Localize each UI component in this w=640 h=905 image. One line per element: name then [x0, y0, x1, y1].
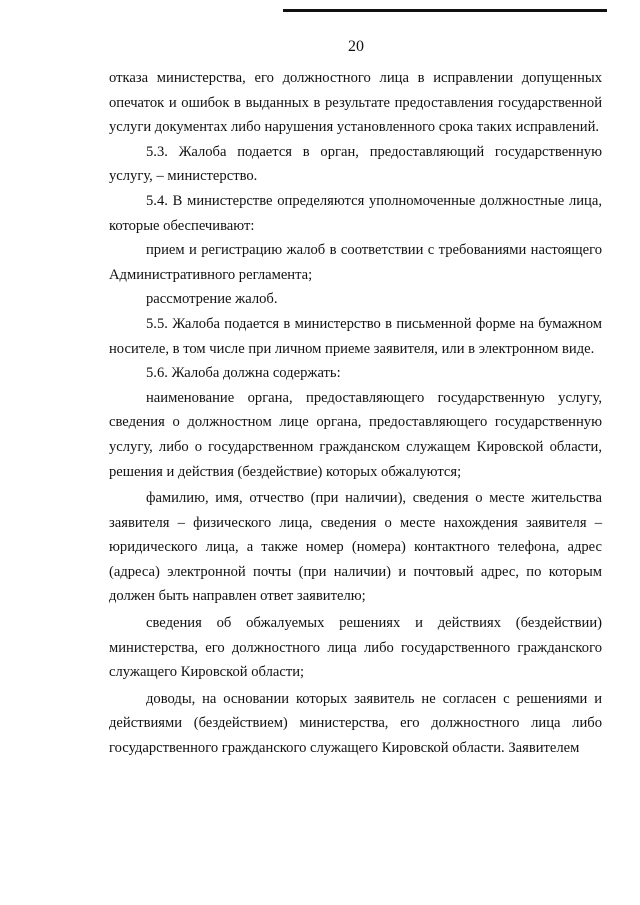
paragraph-list-item: прием и регистрацию жалоб в соответствии с требованиями настоящего Административного регламента;: [109, 242, 602, 283]
paragraph-list-item: фамилию, имя, отчество (при наличии), сведения о месте жительства заявителя – физического лица, сведения о месте нахождения заявителя – юридического лица, а также номер (номера) контактного телефона, адрес (адреса) электронной почты (при наличии) и почтовый адрес, по которым должен быть направлен ответ заявителю;: [109, 490, 602, 605]
paragraph-list-item: наименование органа, предоставляющего государственную услугу, сведения о должностном лице органа, предоставляющего государственную услугу, либо о государственном гражданском служащем Кировской области, решения и действия (бездействие) которых обжалуются;: [109, 389, 602, 480]
paragraph-5-4: 5.4. В министерстве определяются уполномоченные должностные лица, которые обеспечивают:: [109, 192, 602, 234]
paragraph-continuation: отказа министерства, его должностного лица в исправлении допущенных опечаток и ошибок в выданных в результате предоставления государственной услуги документах либо нарушения установленного срока таких исправлений.: [109, 70, 602, 136]
paragraph-5-5: 5.5. Жалоба подается в министерство в письменной форме на бумажном носителе, в том числе при личном приеме заявителя, или в электронном виде.: [109, 315, 602, 357]
document-body: [109, 66, 602, 761]
paragraph-5-6: 5.6. Жалоба должна содержать:: [146, 365, 341, 382]
page-number: 20: [348, 38, 364, 55]
paragraph-5-3: 5.3. Жалоба подается в орган, предоставляющий государственную услугу, – министерство.: [109, 143, 602, 185]
paragraph-list-item: рассмотрение жалоб.: [146, 291, 278, 308]
paragraph-list-item: сведения об обжалуемых решениях и действиях (бездействии) министерства, его должностного лица либо государственного гражданского служащего Кировской области;: [109, 615, 602, 681]
header-rule: [283, 9, 607, 12]
paragraph-list-item: доводы, на основании которых заявитель не согласен с решениями и действиями (бездействием) министерства, его должностного лица либо государственного гражданского служащего Кировской области. Заявителем: [109, 690, 602, 757]
